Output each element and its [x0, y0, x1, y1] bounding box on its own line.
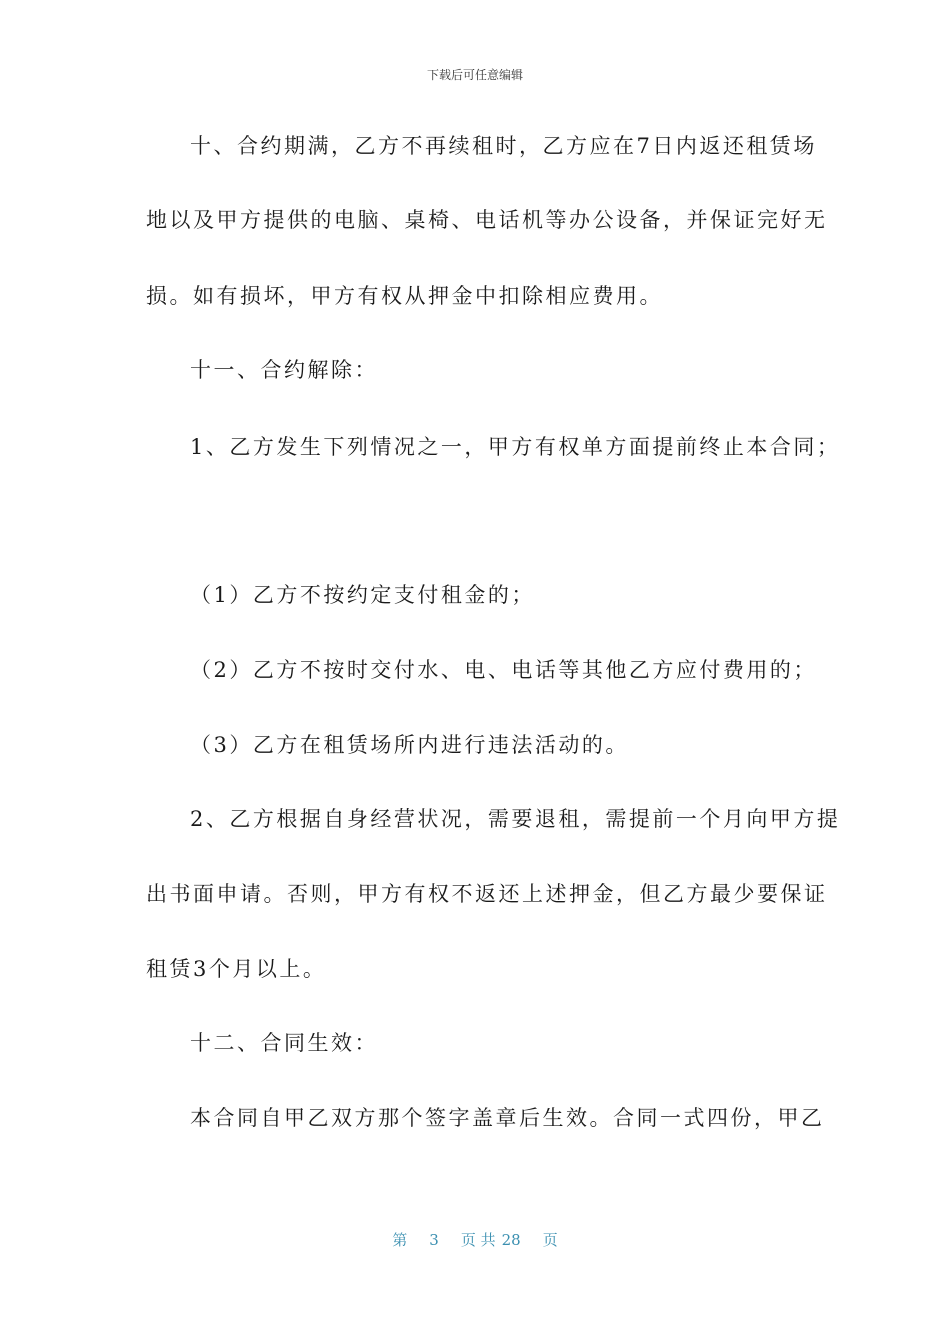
text-line: 损。如有损坏，甲方有权从押金中扣除相应费用。 — [146, 284, 663, 308]
list-item: （3）乙方在租赁场所内进行违法活动的。 — [190, 733, 629, 757]
page-header: 下载后可任意编辑 — [426, 68, 523, 82]
text-line: 1、乙方发生下列情况之一，甲方有权单方面提前终止本合同； — [190, 435, 841, 459]
list-item: （2）乙方不按时交付水、电、电话等其他乙方应付费用的； — [190, 658, 817, 682]
footer-total-pages: 28 — [501, 1231, 521, 1249]
footer-current-page: 3 — [429, 1231, 439, 1249]
text-line: 租赁3个月以上。 — [146, 957, 327, 981]
section-heading: 十一、合约解除： — [190, 358, 378, 382]
footer-middle: 页 共 — [460, 1231, 496, 1249]
footer-suffix: 页 — [542, 1231, 558, 1249]
footer-prefix: 第 — [392, 1231, 408, 1249]
text-line: 2、乙方根据自身经营状况，需要退租，需提前一个月向甲方提 — [190, 807, 841, 831]
text-line: 地以及甲方提供的电脑、桌椅、电话机等办公设备，并保证完好无 — [146, 208, 828, 232]
text-line: 本合同自甲乙双方那个签字盖章后生效。合同一式四份，甲乙 — [190, 1106, 825, 1130]
text-line: 十、合约期满，乙方不再续租时，乙方应在7日内返还租赁场 — [190, 134, 817, 158]
section-heading: 十二、合同生效： — [190, 1031, 378, 1055]
list-item: （1）乙方不按约定支付租金的； — [190, 583, 535, 607]
text-line: 出书面申请。否则，甲方有权不返还上述押金，但乙方最少要保证 — [146, 882, 828, 906]
page-footer — [0, 1229, 950, 1250]
